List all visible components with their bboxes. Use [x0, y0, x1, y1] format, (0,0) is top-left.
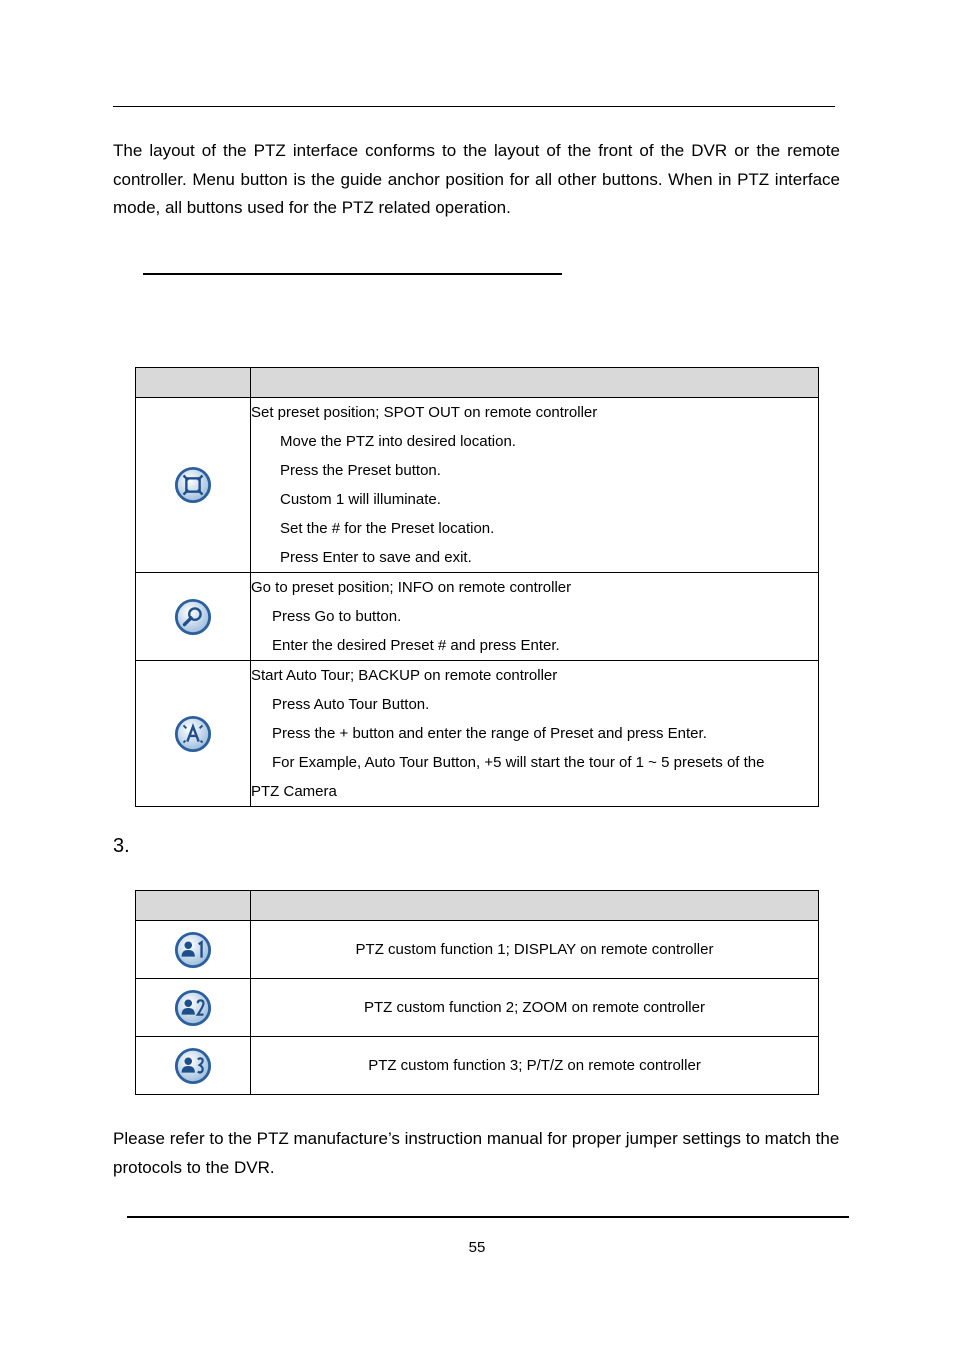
table-header-row — [136, 891, 819, 921]
custom-3-icon — [174, 1047, 212, 1085]
custom-2-icon — [174, 989, 212, 1027]
intro-paragraph: The layout of the PTZ interface conforms to the layout of the front of the DVR or the remote controller. Menu button is the guide anchor position for all other buttons. When in PTZ interface mode, all buttons used for the PTZ related operation. — [113, 141, 840, 217]
row-title: Set preset position; SPOT OUT on remote controller — [251, 404, 598, 421]
custom-function-3-description: PTZ custom function 3; P/T/Z on remote controller — [251, 1037, 819, 1095]
list-item: Set the # for the Preset location. — [280, 520, 495, 537]
list-item: Enter the desired Preset # and press Enter. — [272, 637, 560, 654]
table-row — [136, 398, 819, 573]
table-row — [136, 979, 819, 1037]
table-header-row — [136, 368, 819, 398]
custom-function-2-description: PTZ custom function 2; ZOOM on remote controller — [251, 979, 819, 1037]
page-number: 55 — [468, 1239, 486, 1256]
list-item: Press the Preset button. — [280, 462, 441, 479]
custom-function-1-description: PTZ custom function 1; DISPLAY on remote controller — [251, 921, 819, 979]
table-row — [136, 921, 819, 979]
list-item: Press Go to button. — [272, 608, 402, 625]
header-cell-description — [251, 368, 819, 398]
list-item: Custom 1 will illuminate. — [280, 491, 441, 508]
section-heading-underline — [143, 273, 562, 275]
row-title: Start Auto Tour; BACKUP on remote controller — [251, 667, 558, 684]
row-title: Go to preset position; INFO on remote controller — [251, 579, 572, 596]
custom-functions-table — [135, 890, 819, 1095]
list-item-continuation: PTZ Camera — [251, 783, 337, 800]
closing-paragraph: Please refer to the PTZ manufacture’s instruction manual for proper jumper settings to match the protocols to the DVR. — [113, 1129, 840, 1177]
table-row — [136, 661, 819, 807]
header-rule — [113, 106, 835, 107]
preset-functions-table — [135, 367, 819, 807]
table-row — [136, 573, 819, 661]
list-item: For Example, Auto Tour Button, +5 will start the tour of 1 ~ 5 presets of the — [272, 754, 765, 771]
list-item: Press Auto Tour Button. — [272, 696, 430, 713]
list-item: Press the + button and enter the range of Preset and press Enter. — [272, 725, 707, 742]
header-cell-description — [251, 891, 819, 921]
go-to-preset-icon — [174, 598, 212, 636]
footer-rule — [127, 1216, 849, 1218]
list-item: Move the PTZ into desired location. — [280, 433, 516, 450]
custom-1-icon — [174, 931, 212, 969]
preset-icon — [174, 466, 212, 504]
table-row — [136, 1037, 819, 1095]
header-cell-icon — [136, 891, 251, 921]
auto-tour-icon — [174, 715, 212, 753]
header-cell-icon — [136, 368, 251, 398]
section-number: 3. — [113, 835, 130, 857]
list-item: Press Enter to save and exit. — [280, 549, 472, 566]
